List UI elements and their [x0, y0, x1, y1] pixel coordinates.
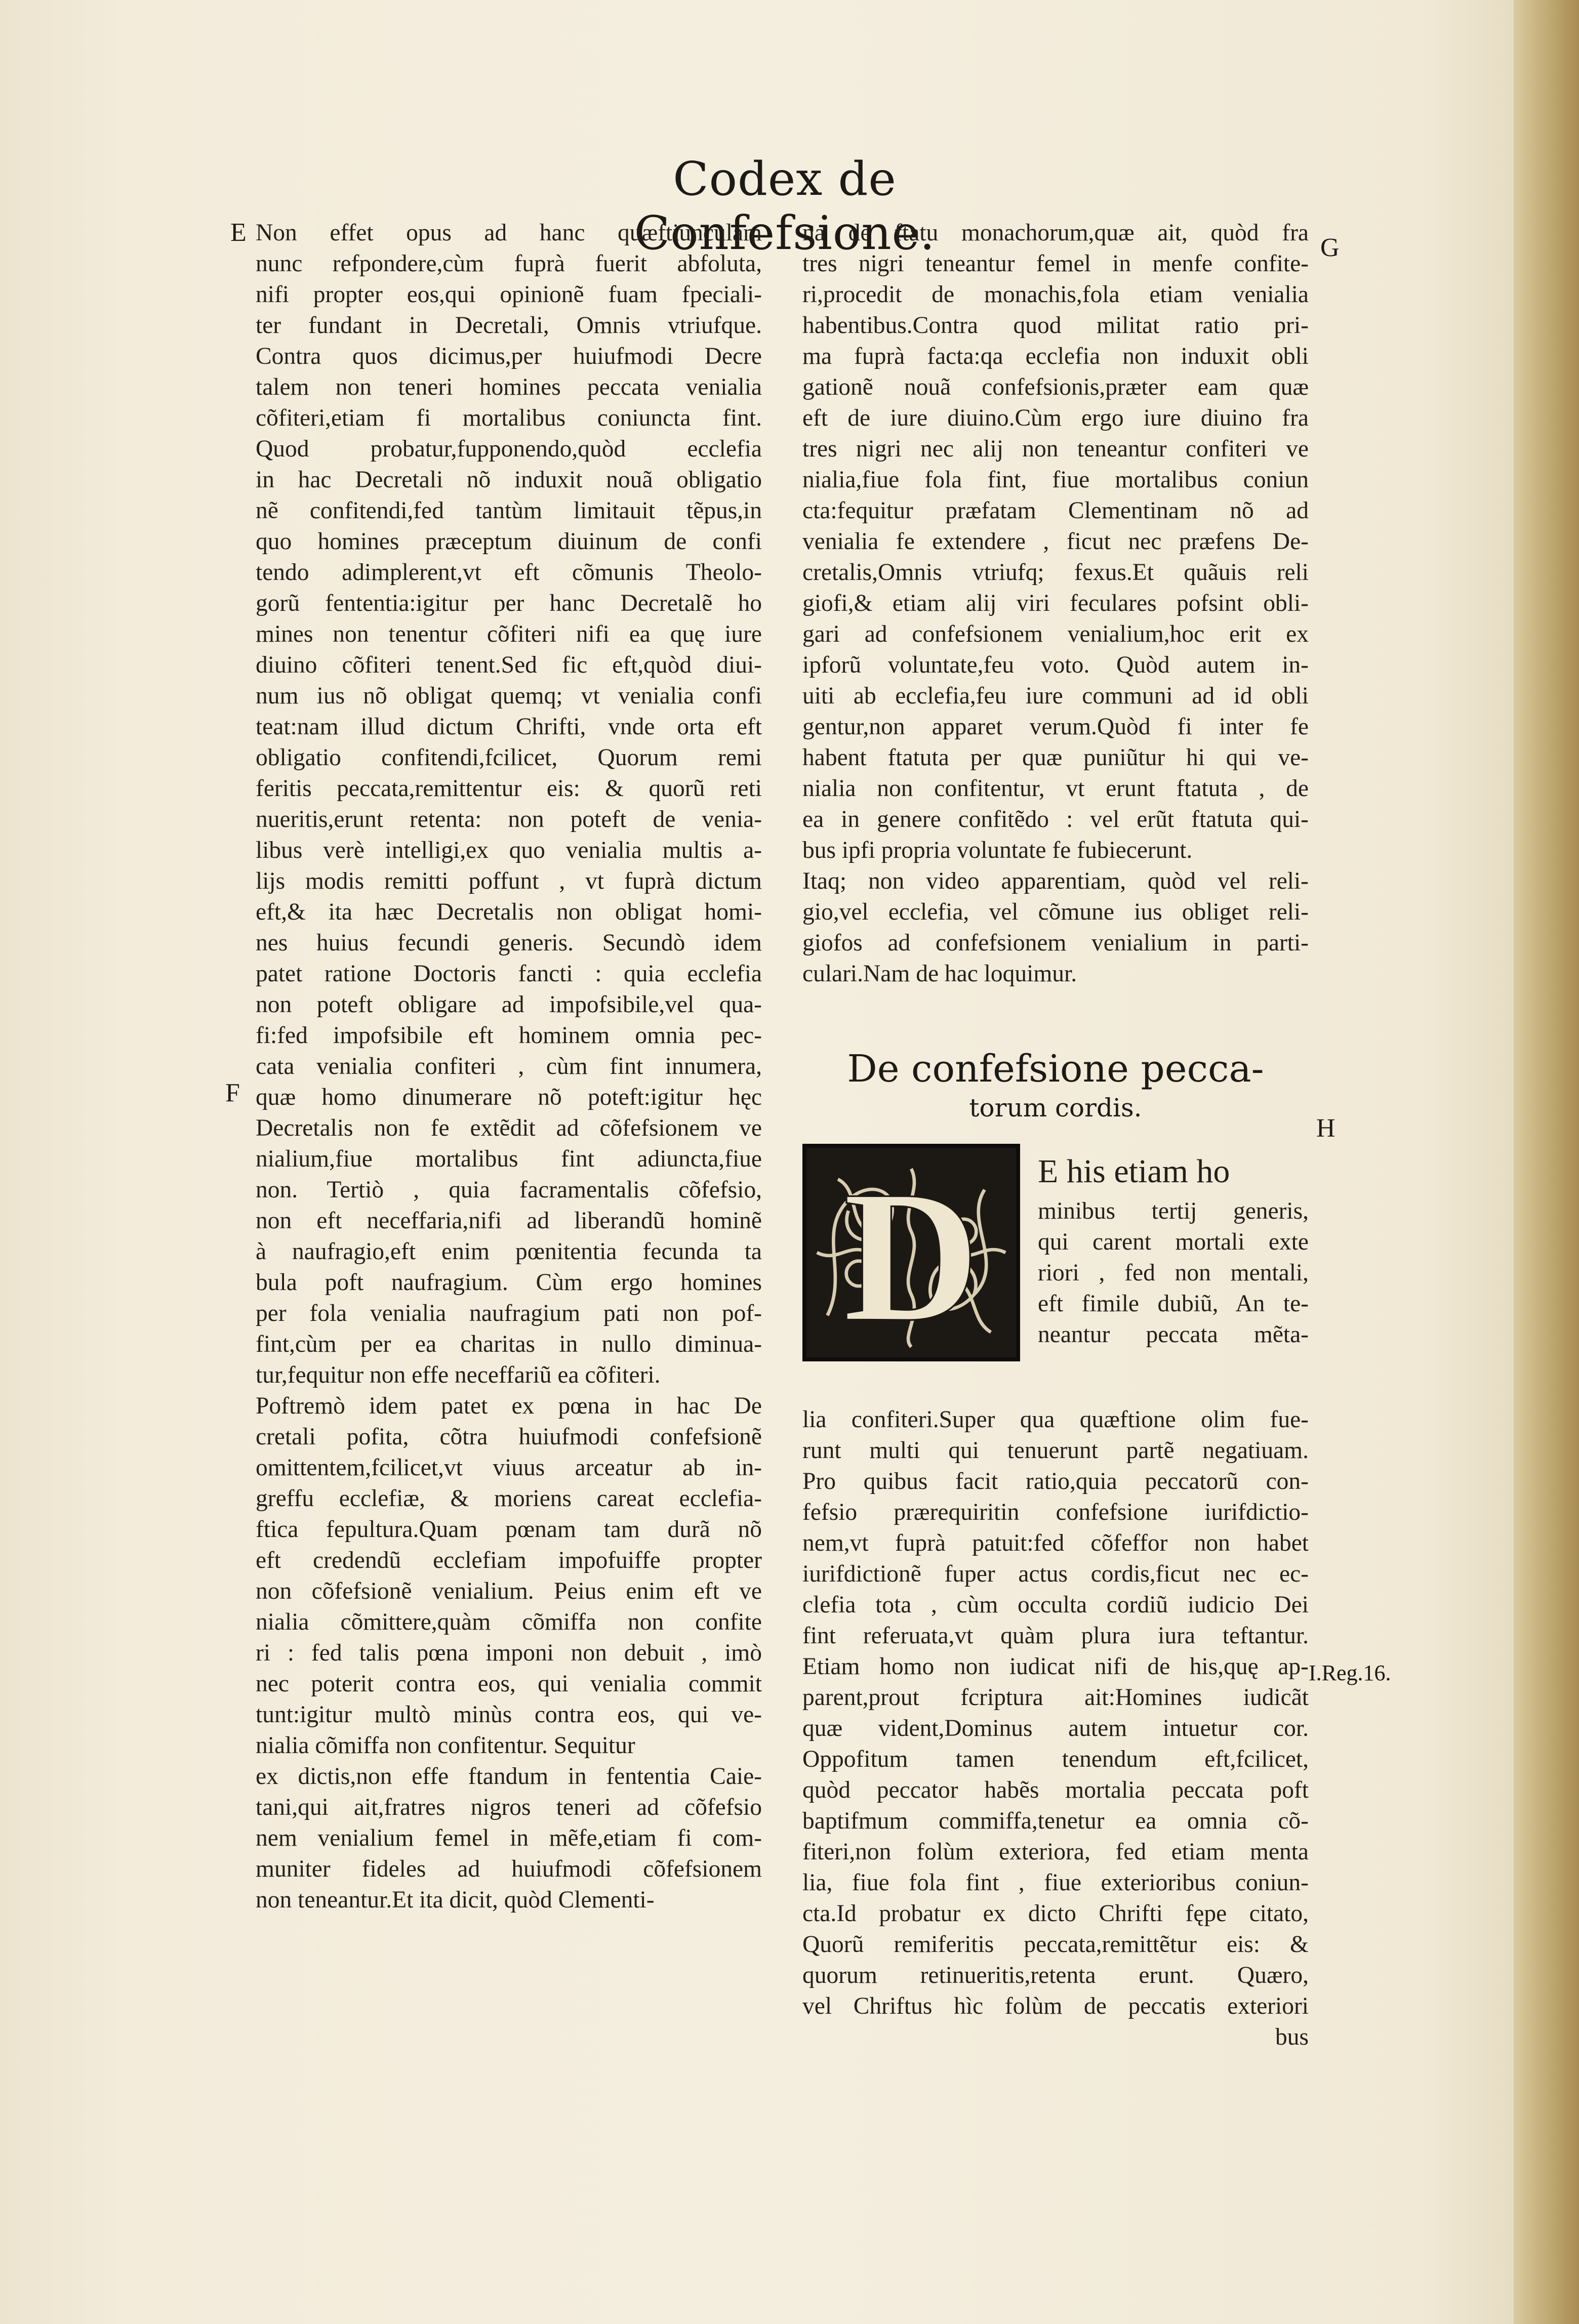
text-line: qui carent mortali exte: [1038, 1229, 1309, 1255]
page-gutter-edge: [1514, 0, 1579, 2324]
text-line: ma fuprà facta:qa ecclefia non induxit obli: [802, 343, 1309, 369]
text-line: quòd peccator habẽs mortalia peccata poft: [802, 1777, 1309, 1803]
text-line: bus ipfi propria voluntate fe fubiecerunt.: [802, 837, 1193, 863]
text-line: feritis peccata,remittentur eis: & quorũ reti: [256, 775, 762, 802]
text-line: nec poterit contra eos, qui venialia commit: [256, 1671, 762, 1697]
catchword: bus: [1275, 2024, 1309, 2050]
text-line: ea in genere confitẽdo : vel erũt ftatuta qui-: [802, 806, 1309, 833]
text-line: Itaq; non video apparentiam, quòd vel reli-: [802, 868, 1309, 894]
text-line: fint referuata,vt quàm plura iura teftantur.: [802, 1623, 1309, 1649]
left-text-column: [256, 218, 762, 1916]
section-marker-h: H: [1316, 1114, 1335, 1143]
text-line: cta.Id probatur ex dicto Chrifti fępe citato,: [802, 1900, 1309, 1927]
text-line: quo homines præceptum diuinum de confi: [256, 528, 762, 555]
text-line: clefia tota , cùm occulta cordiũ iudicio Dei: [802, 1592, 1309, 1618]
text-line: uiti ab ecclefia,feu iure communi ad id obli: [802, 683, 1309, 709]
text-line: vel Chriftus hìc folùm de peccatis exteriori: [802, 1993, 1309, 2019]
text-line: parent,prout fcriptura ait:Homines iudicãt: [802, 1684, 1309, 1711]
text-line: libus verè intelligi,ex quo venialia multis a-: [256, 837, 762, 863]
text-line: nialia cõmiffa non confitentur. Sequitur: [256, 1732, 635, 1759]
text-line: cretali pofita, cõtra huiufmodi confefsionẽ: [256, 1424, 762, 1450]
text-line: eft credendũ ecclefiam impofuiffe propter: [256, 1547, 762, 1573]
text-line: habentibus.Contra quod militat ratio pri-: [802, 312, 1309, 339]
text-line: gari ad confefsionem venialium,hoc erit ex: [802, 621, 1309, 647]
text-line: nialium,fiue mortalibus fint adiuncta,fiue: [256, 1146, 762, 1172]
text-line: Etiam homo non iudicat nifi de his,quę ap-: [802, 1653, 1309, 1680]
text-line: fi:fed impofsibile eft hominem omnia pec-: [256, 1022, 762, 1049]
text-line: ter fundant in Decretali, Omnis vtriufque.: [256, 312, 762, 339]
text-line: Quod probatur,fupponendo,quòd ecclefia: [256, 436, 762, 462]
ornament-initial-icon: [806, 1148, 1016, 1357]
text-line: eft,& ita hæc Decretalis non obligat homi-: [256, 899, 762, 925]
text-line: nem venialium femel in mẽfe,etiam fi com-: [256, 1825, 762, 1851]
section-marker-e: E: [230, 218, 247, 247]
decorated-initial-d: [802, 1144, 1020, 1361]
text-line: quæ vident,Dominus autem intuetur cor.: [802, 1715, 1309, 1741]
text-line: fefsio prærequiritin confefsione iurifdictio-: [802, 1499, 1309, 1525]
text-line: diuino cõfiteri tenent.Sed fic eft,quòd diui-: [256, 652, 762, 678]
text-line: cõfiteri,etiam fi mortalibus coniuncta fint.: [256, 405, 762, 431]
text-line: neantur peccata mẽta-: [1038, 1321, 1309, 1348]
text-line: Pro quibus facit ratio,quia peccatorũ con-: [802, 1468, 1309, 1495]
text-line: cretalis,Omnis vtriufq; fexus.Et quãuis reli: [802, 559, 1309, 586]
text-line: quorum retinueritis,retenta erunt. Quæro,: [802, 1962, 1309, 1988]
subheading-line-1: De confefsione pecca-: [847, 1047, 1264, 1091]
text-line: nialia cõmittere,quàm cõmiffa non confite: [256, 1609, 762, 1635]
text-line: giofi,& etiam alij viri feculares pofsint obli-: [802, 590, 1309, 616]
text-line: quæ homo dinumerare nõ poteft:igitur hęc: [256, 1084, 762, 1110]
text-line: non cõfefsionẽ venialium. Peius enim eft ve: [256, 1578, 762, 1604]
text-line: nem,vt fuprà patuit:fed cõfeffor non habet: [802, 1530, 1309, 1556]
text-line: runt multi qui tenuerunt partẽ negatiuam.: [802, 1437, 1309, 1464]
text-line: talem non teneri homines peccata venialia: [256, 374, 762, 400]
section-marker-g: G: [1320, 233, 1340, 262]
text-line: nueritis,erunt retenta: non poteft de venia-: [256, 806, 762, 833]
text-line: fiteri,non folùm exteriora, fed etiam menta: [802, 1839, 1309, 1865]
text-line: nẽ confitendi,fed tantùm limitauit tẽpus,in: [256, 497, 762, 524]
text-line: non eft neceffaria,nifi ad liberandũ hominẽ: [256, 1208, 762, 1234]
text-line: venialia fe extendere , ficut nec præfens De-: [802, 528, 1309, 555]
text-line: gationẽ nouã confefsionis,præter eam quæ: [802, 374, 1309, 400]
section-subheading: [802, 1048, 1309, 1126]
text-line: Quorũ remiferitis peccata,remittẽtur eis: &: [802, 1931, 1309, 1958]
text-line: non teneantur.Et ita dicit, quòd Clementi-: [256, 1887, 655, 1913]
text-line: iurifdictionẽ fuper actus cordis,ficut nec ec-: [802, 1561, 1309, 1587]
text-line: lijs modis remitti poffunt , vt fuprà dictum: [256, 868, 762, 894]
text-line: in hac Decretali nõ induxit nouã obligatio: [256, 467, 762, 493]
text-line: giofos ad confefsionem venialium in parti-: [802, 930, 1309, 956]
text-line: bula poft naufragium. Cùm ergo homines: [256, 1269, 762, 1296]
drop-initial-text: [1038, 1151, 1309, 1350]
text-line: na de ftatu monachorum,quæ ait, quòd fra: [802, 220, 1309, 246]
text-line: gorũ fententia:igitur per hanc Decretalẽ ho: [256, 590, 762, 616]
text-line: num ius nõ obligat quemq; vt venialia confi: [256, 683, 762, 709]
text-line: non. Tertiò , quia facramentalis cõfefsio,: [256, 1177, 762, 1203]
text-line: Poftremò idem patet ex pœna in hac De: [256, 1393, 762, 1419]
text-line: nialia non confitentur, vt erunt ftatuta , de: [802, 775, 1309, 802]
text-line: Decretalis non fe extẽdit ad cõfefsionem ve: [256, 1115, 762, 1141]
text-line: cata venialia confiteri , cùm fint innumera,: [256, 1053, 762, 1080]
text-line: patet ratione Doctoris fancti : quia ecclefia: [256, 961, 762, 987]
text-line: greffu ecclefiæ, & moriens careat ecclefia-: [256, 1485, 762, 1512]
text-line: ri : fed talis pœna imponi non debuit , imò: [256, 1640, 762, 1666]
text-line: tres nigri teneantur femel in menfe confite-: [802, 251, 1309, 277]
text-line: tendo adimplerent,vt eft cõmunis Theolo-: [256, 559, 762, 586]
text-line: habent ftatuta per quæ puniũtur hi qui ve-: [802, 744, 1309, 771]
text-line: minibus tertij generis,: [1038, 1198, 1309, 1224]
text-line: teat:nam illud dictum Chrifti, vnde orta eft: [256, 714, 762, 740]
text-line: nifi propter eos,qui opinionẽ fuam fpeciali-: [256, 281, 762, 308]
text-line: tunt:igitur multò minùs contra eos, qui ve-: [256, 1702, 762, 1728]
text-line: fint,cùm per ea charitas in nullo diminua-: [256, 1331, 762, 1357]
text-line: tani,qui ait,fratres nigros teneri ad cõfefsio: [256, 1794, 762, 1820]
text-line: nunc refpondere,cùm fuprà fuerit abfoluta,: [256, 251, 762, 277]
text-line: gentur,non apparet verum.Quòd fi inter fe: [802, 714, 1309, 740]
text-line: lia confiteri.Super qua quæftione olim fue-: [802, 1406, 1309, 1433]
text-line: per fola venialia naufragium pati non pof-: [256, 1300, 762, 1326]
text-line: mines non tenentur cõfiteri nifi ea quę iure: [256, 621, 762, 647]
text-line: eft fimile dubiũ, An te-: [1038, 1291, 1309, 1317]
text-line: culari.Nam de hac loquimur.: [802, 961, 1077, 987]
text-line: nialia,fiue fola fint, fiue mortalibus coniun: [802, 467, 1309, 493]
section-marker-f: F: [225, 1078, 240, 1107]
text-line: eft de iure diuino.Cùm ergo iure diuino fra: [802, 405, 1309, 431]
text-line: muniter fideles ad huiufmodi cõfefsionem: [256, 1856, 762, 1882]
text-line: ftica fepultura.Quam pœnam tam durã nõ: [256, 1516, 762, 1543]
text-line: tur,fequitur non effe neceffariũ ea cõfiteri.: [256, 1362, 661, 1388]
text-line: gio,vel ecclefia, vel cõmune ius obliget reli-: [802, 899, 1309, 925]
text-line: ipforũ voluntate,feu voto. Quòd autem in-: [802, 652, 1309, 678]
text-line: Non effet opus ad hanc quæftiunculam: [256, 220, 762, 246]
page-title: Codex de Confefsione.: [634, 152, 936, 260]
text-line: lia, fiue fola fint , fiue exterioribus coniun-: [802, 1870, 1309, 1896]
text-line: ri,procedit de monachis,fola etiam venialia: [802, 281, 1309, 308]
text-line: non poteft obligare ad impofsibile,vel qua-: [256, 991, 762, 1018]
text-line: baptifmum commiffa,tenetur ea omnia cõ-: [802, 1808, 1309, 1834]
text-line: ex dictis,non effe ftandum in fententia Caie-: [256, 1763, 762, 1790]
text-line: Contra quos dicimus,per huiufmodi Decre: [256, 343, 762, 369]
text-after-initial: [802, 1404, 1309, 2053]
text-line: riori , fed non mentali,: [1038, 1260, 1309, 1286]
text-line: tres nigri nec alij non teneantur confiteri ve: [802, 436, 1309, 462]
subheading-line-2: torum cordis.: [969, 1093, 1142, 1123]
right-text-column: [802, 218, 1309, 989]
text-line: omittentem,fcilicet,vt viuus arceatur ab in-: [256, 1455, 762, 1481]
text-line: nes huius fecundi generis. Secundò idem: [256, 930, 762, 956]
text-line: cta:fequitur præfatam Clementinam nõ ad: [802, 497, 1309, 524]
text-line: obligatio confitendi,fcilicet, Quorum remi: [256, 744, 762, 771]
initial-letter: D: [843, 1151, 980, 1357]
text-line: à naufragio,eft enim pœnitentia fecunda ta: [256, 1238, 762, 1265]
margin-citation: I.Reg.16.: [1309, 1661, 1391, 1685]
text-line: Oppofitum tamen tenendum eft,fcilicet,: [802, 1746, 1309, 1772]
drop-first-line: E his etiam ho: [1038, 1153, 1230, 1190]
